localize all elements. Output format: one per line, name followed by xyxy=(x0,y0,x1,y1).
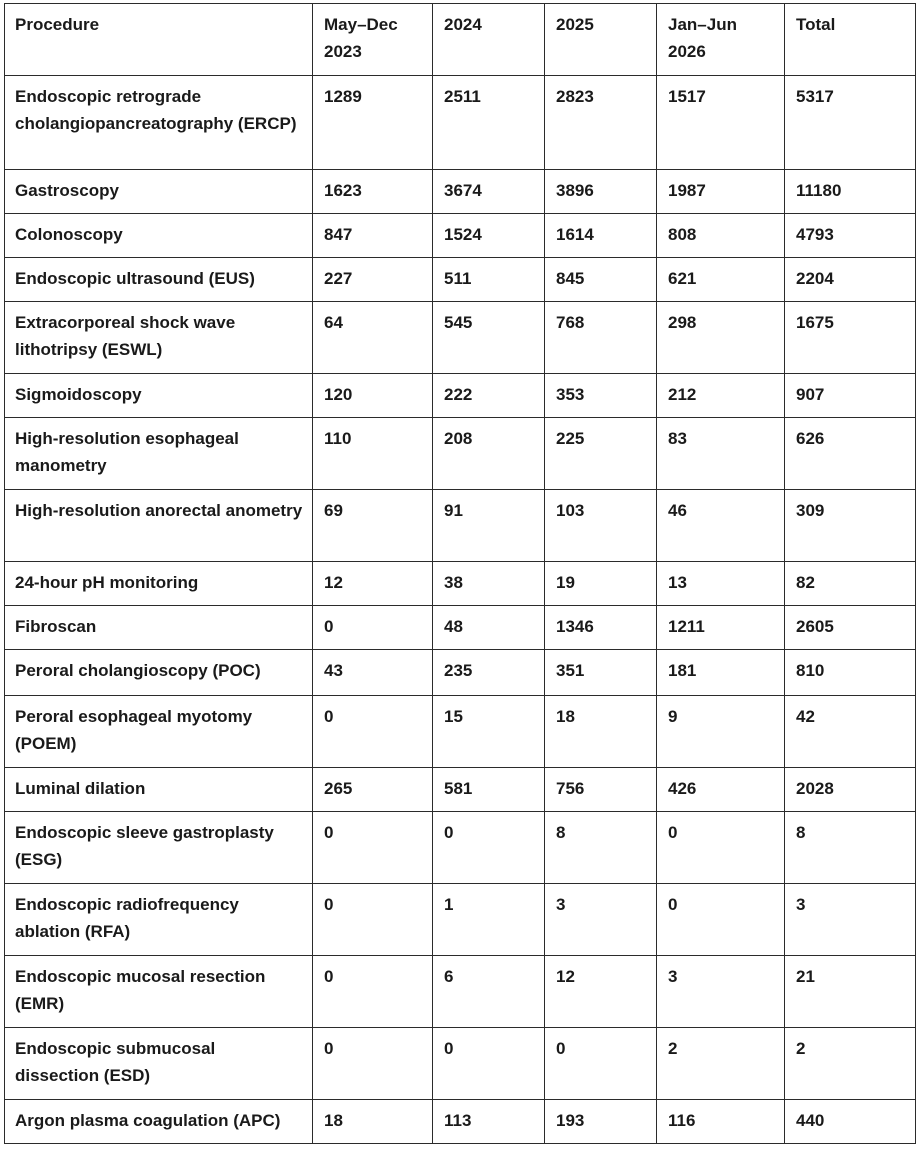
table-row xyxy=(5,1028,916,1100)
cell-procedure: Peroral esophageal myotomy (POEM) xyxy=(5,696,313,768)
cell-procedure: 24-hour pH monitoring xyxy=(5,562,313,606)
cell-total: 4793 xyxy=(785,214,916,258)
cell-total: 11180 xyxy=(785,170,916,214)
cell-2024: 3674 xyxy=(433,170,545,214)
cell-may-dec-2023: 18 xyxy=(313,1100,433,1144)
cell-2024: 545 xyxy=(433,302,545,374)
cell-2025: 12 xyxy=(545,956,657,1028)
cell-total: 82 xyxy=(785,562,916,606)
cell-jan-jun-2026: 83 xyxy=(657,418,785,490)
cell-2025: 845 xyxy=(545,258,657,302)
cell-jan-jun-2026: 181 xyxy=(657,650,785,696)
cell-jan-jun-2026: 298 xyxy=(657,302,785,374)
table-header xyxy=(5,4,916,76)
cell-jan-jun-2026: 46 xyxy=(657,490,785,562)
cell-may-dec-2023: 0 xyxy=(313,812,433,884)
cell-2025: 19 xyxy=(545,562,657,606)
cell-jan-jun-2026: 0 xyxy=(657,812,785,884)
header-procedure: Procedure xyxy=(5,4,313,76)
cell-jan-jun-2026: 2 xyxy=(657,1028,785,1100)
cell-total: 626 xyxy=(785,418,916,490)
cell-may-dec-2023: 0 xyxy=(313,884,433,956)
cell-total: 5317 xyxy=(785,76,916,170)
cell-total: 309 xyxy=(785,490,916,562)
cell-procedure: Fibroscan xyxy=(5,606,313,650)
cell-2025: 8 xyxy=(545,812,657,884)
cell-may-dec-2023: 1623 xyxy=(313,170,433,214)
table-row xyxy=(5,214,916,258)
cell-procedure: Endoscopic sleeve gastroplasty (ESG) xyxy=(5,812,313,884)
table-row xyxy=(5,696,916,768)
cell-total: 42 xyxy=(785,696,916,768)
cell-procedure: Peroral cholangioscopy (POC) xyxy=(5,650,313,696)
cell-may-dec-2023: 265 xyxy=(313,768,433,812)
cell-2024: 38 xyxy=(433,562,545,606)
cell-total: 1675 xyxy=(785,302,916,374)
cell-may-dec-2023: 227 xyxy=(313,258,433,302)
cell-procedure: Sigmoidoscopy xyxy=(5,374,313,418)
cell-jan-jun-2026: 1987 xyxy=(657,170,785,214)
cell-procedure: Colonoscopy xyxy=(5,214,313,258)
cell-total: 907 xyxy=(785,374,916,418)
cell-procedure: Luminal dilation xyxy=(5,768,313,812)
cell-jan-jun-2026: 1517 xyxy=(657,76,785,170)
cell-2024: 1524 xyxy=(433,214,545,258)
table-row xyxy=(5,302,916,374)
cell-procedure: High-resolution esophageal manometry xyxy=(5,418,313,490)
cell-may-dec-2023: 69 xyxy=(313,490,433,562)
table-row xyxy=(5,562,916,606)
cell-2025: 225 xyxy=(545,418,657,490)
cell-2024: 1 xyxy=(433,884,545,956)
cell-2025: 2823 xyxy=(545,76,657,170)
table-row xyxy=(5,884,916,956)
table-row xyxy=(5,374,916,418)
cell-jan-jun-2026: 116 xyxy=(657,1100,785,1144)
table-row xyxy=(5,812,916,884)
cell-jan-jun-2026: 426 xyxy=(657,768,785,812)
cell-may-dec-2023: 0 xyxy=(313,606,433,650)
cell-procedure: Gastroscopy xyxy=(5,170,313,214)
cell-total: 440 xyxy=(785,1100,916,1144)
cell-2024: 208 xyxy=(433,418,545,490)
cell-may-dec-2023: 110 xyxy=(313,418,433,490)
cell-jan-jun-2026: 13 xyxy=(657,562,785,606)
cell-may-dec-2023: 43 xyxy=(313,650,433,696)
cell-2025: 353 xyxy=(545,374,657,418)
header-total: Total xyxy=(785,4,916,76)
cell-2024: 581 xyxy=(433,768,545,812)
cell-may-dec-2023: 0 xyxy=(313,1028,433,1100)
cell-total: 8 xyxy=(785,812,916,884)
cell-procedure: Endoscopic submucosal dissection (ESD) xyxy=(5,1028,313,1100)
cell-procedure: Extracorporeal shock wave lithotripsy (ESWL) xyxy=(5,302,313,374)
header-2024: 2024 xyxy=(433,4,545,76)
cell-2024: 511 xyxy=(433,258,545,302)
cell-total: 810 xyxy=(785,650,916,696)
cell-total: 2 xyxy=(785,1028,916,1100)
cell-total: 2204 xyxy=(785,258,916,302)
cell-2025: 103 xyxy=(545,490,657,562)
cell-jan-jun-2026: 808 xyxy=(657,214,785,258)
table-row xyxy=(5,490,916,562)
cell-2024: 15 xyxy=(433,696,545,768)
cell-may-dec-2023: 0 xyxy=(313,956,433,1028)
cell-may-dec-2023: 1289 xyxy=(313,76,433,170)
table-row xyxy=(5,76,916,170)
cell-may-dec-2023: 847 xyxy=(313,214,433,258)
cell-may-dec-2023: 12 xyxy=(313,562,433,606)
table-row xyxy=(5,650,916,696)
table-body xyxy=(5,76,916,1144)
cell-procedure: High-resolution anorectal anometry xyxy=(5,490,313,562)
cell-2024: 113 xyxy=(433,1100,545,1144)
cell-jan-jun-2026: 621 xyxy=(657,258,785,302)
header-jan-jun-2026: Jan–Jun 2026 xyxy=(657,4,785,76)
cell-2025: 0 xyxy=(545,1028,657,1100)
table-row xyxy=(5,1100,916,1144)
cell-may-dec-2023: 64 xyxy=(313,302,433,374)
cell-2024: 235 xyxy=(433,650,545,696)
header-2025: 2025 xyxy=(545,4,657,76)
cell-procedure: Endoscopic radiofrequency ablation (RFA) xyxy=(5,884,313,956)
procedure-volume-table xyxy=(4,3,916,1144)
table-row xyxy=(5,258,916,302)
cell-2025: 3896 xyxy=(545,170,657,214)
cell-procedure: Argon plasma coagulation (APC) xyxy=(5,1100,313,1144)
table-row xyxy=(5,606,916,650)
cell-2024: 48 xyxy=(433,606,545,650)
cell-total: 2605 xyxy=(785,606,916,650)
cell-2025: 1346 xyxy=(545,606,657,650)
table-row xyxy=(5,170,916,214)
cell-jan-jun-2026: 212 xyxy=(657,374,785,418)
cell-total: 2028 xyxy=(785,768,916,812)
cell-procedure: Endoscopic mucosal resection (EMR) xyxy=(5,956,313,1028)
cell-jan-jun-2026: 9 xyxy=(657,696,785,768)
cell-2025: 1614 xyxy=(545,214,657,258)
cell-2025: 351 xyxy=(545,650,657,696)
table-row xyxy=(5,418,916,490)
cell-2025: 756 xyxy=(545,768,657,812)
cell-2024: 6 xyxy=(433,956,545,1028)
cell-procedure: Endoscopic retrograde cholangiopancreatography (ERCP) xyxy=(5,76,313,170)
cell-may-dec-2023: 0 xyxy=(313,696,433,768)
cell-2024: 0 xyxy=(433,1028,545,1100)
table-row xyxy=(5,768,916,812)
cell-may-dec-2023: 120 xyxy=(313,374,433,418)
cell-2025: 3 xyxy=(545,884,657,956)
cell-jan-jun-2026: 3 xyxy=(657,956,785,1028)
cell-2025: 193 xyxy=(545,1100,657,1144)
header-may-dec-2023: May–Dec 2023 xyxy=(313,4,433,76)
cell-procedure: Endoscopic ultrasound (EUS) xyxy=(5,258,313,302)
cell-jan-jun-2026: 1211 xyxy=(657,606,785,650)
cell-2024: 91 xyxy=(433,490,545,562)
cell-2025: 768 xyxy=(545,302,657,374)
cell-2024: 222 xyxy=(433,374,545,418)
cell-total: 21 xyxy=(785,956,916,1028)
cell-jan-jun-2026: 0 xyxy=(657,884,785,956)
table-row xyxy=(5,956,916,1028)
cell-total: 3 xyxy=(785,884,916,956)
cell-2024: 0 xyxy=(433,812,545,884)
header-row xyxy=(5,4,916,76)
cell-2024: 2511 xyxy=(433,76,545,170)
cell-2025: 18 xyxy=(545,696,657,768)
